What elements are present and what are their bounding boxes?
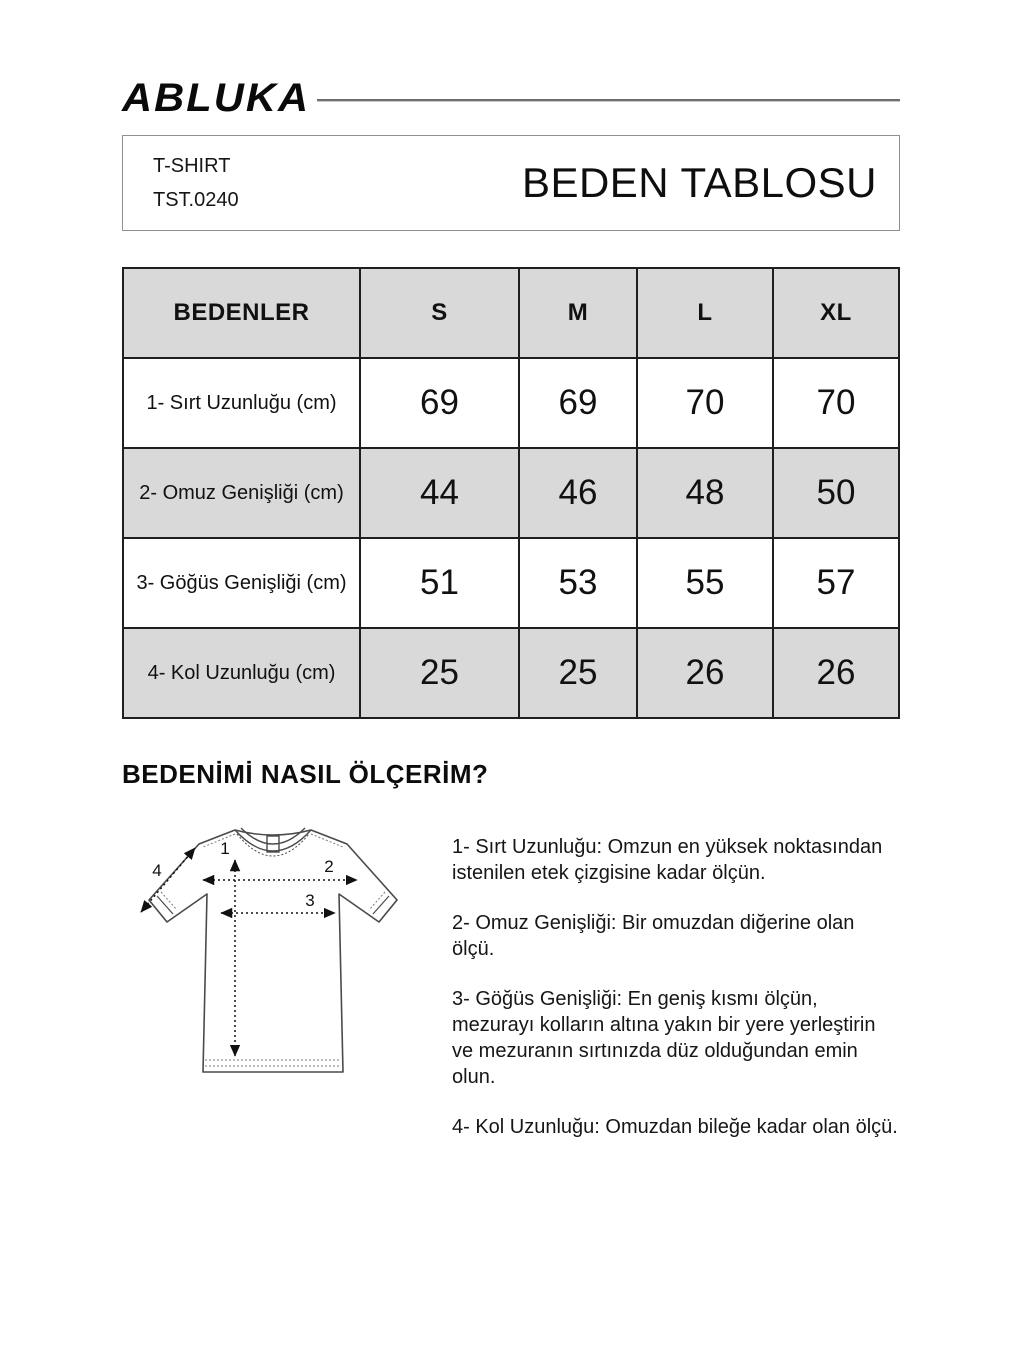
column-header-l: L [637, 268, 773, 358]
diagram-label-1: 1 [220, 839, 230, 858]
how-to-measure-section [122, 814, 900, 1164]
row-label-back-length: 1- Sırt Uzunluğu (cm) [123, 358, 360, 448]
row-label-sleeve-length: 4- Kol Uzunluğu (cm) [123, 628, 360, 718]
cell-value: 53 [519, 538, 637, 628]
cell-value: 48 [637, 448, 773, 538]
tshirt-outline [149, 830, 397, 1072]
column-header-xl: XL [773, 268, 899, 358]
column-header-m: M [519, 268, 637, 358]
product-type: T-SHIRT [153, 155, 231, 177]
title-box [122, 135, 900, 231]
row-label-shoulder-width: 2- Omuz Genişliği (cm) [123, 448, 360, 538]
size-table-header-row [123, 268, 899, 358]
cell-value: 51 [360, 538, 519, 628]
table-row [123, 448, 899, 538]
table-row [123, 538, 899, 628]
instruction-back-length: 1- Sırt Uzunluğu: Omzun en yüksek noktasından istenilen etek çizgisine kadar ölçün. [452, 836, 883, 884]
page-title: BEDEN TABLOSU [521, 159, 877, 206]
cell-value: 70 [773, 358, 899, 448]
tshirt-measurement-diagram [122, 814, 422, 1164]
instruction-chest-width: 3- Göğüs Genişliği: En geniş kısmı ölçün, mezurayı kolların altına yakın bir yere yerleştirin ve mezuranın sırtınızda düz olduğundan emin olun. [452, 988, 876, 1088]
cell-value: 44 [360, 448, 519, 538]
cell-value: 57 [773, 538, 899, 628]
measurement-instructions [452, 814, 900, 1164]
brand-header [122, 75, 900, 120]
instruction-shoulder-width: 2- Omuz Genişliği: Bir omuzdan diğerine olan ölçü. [452, 912, 855, 960]
diagram-label-4: 4 [152, 861, 162, 880]
cell-value: 55 [637, 538, 773, 628]
cell-value: 25 [519, 628, 637, 718]
diagram-label-2: 2 [324, 857, 334, 876]
product-code: TST.0240 [153, 189, 239, 211]
tshirt-diagram-svg [122, 814, 422, 1094]
diagram-label-3: 3 [305, 891, 315, 910]
column-header-sizes: BEDENLER [123, 268, 360, 358]
brand-logo: ABLUKA [122, 75, 311, 120]
cell-value: 70 [637, 358, 773, 448]
cell-value: 69 [360, 358, 519, 448]
brand-divider-line [317, 99, 900, 102]
cell-value: 26 [637, 628, 773, 718]
column-header-s: S [360, 268, 519, 358]
cell-value: 26 [773, 628, 899, 718]
cell-value: 46 [519, 448, 637, 538]
product-meta [153, 149, 239, 217]
row-label-chest-width: 3- Göğüs Genişliği (cm) [123, 538, 360, 628]
size-table [122, 267, 900, 719]
table-row [123, 358, 899, 448]
cell-value: 25 [360, 628, 519, 718]
section-heading: BEDENİMİ NASIL ÖLÇERİM? [122, 759, 489, 789]
cell-value: 50 [773, 448, 899, 538]
cell-value: 69 [519, 358, 637, 448]
instruction-sleeve-length: 4- Kol Uzunluğu: Omuzdan bileğe kadar olan ölçü. [452, 1116, 898, 1138]
table-row [123, 628, 899, 718]
